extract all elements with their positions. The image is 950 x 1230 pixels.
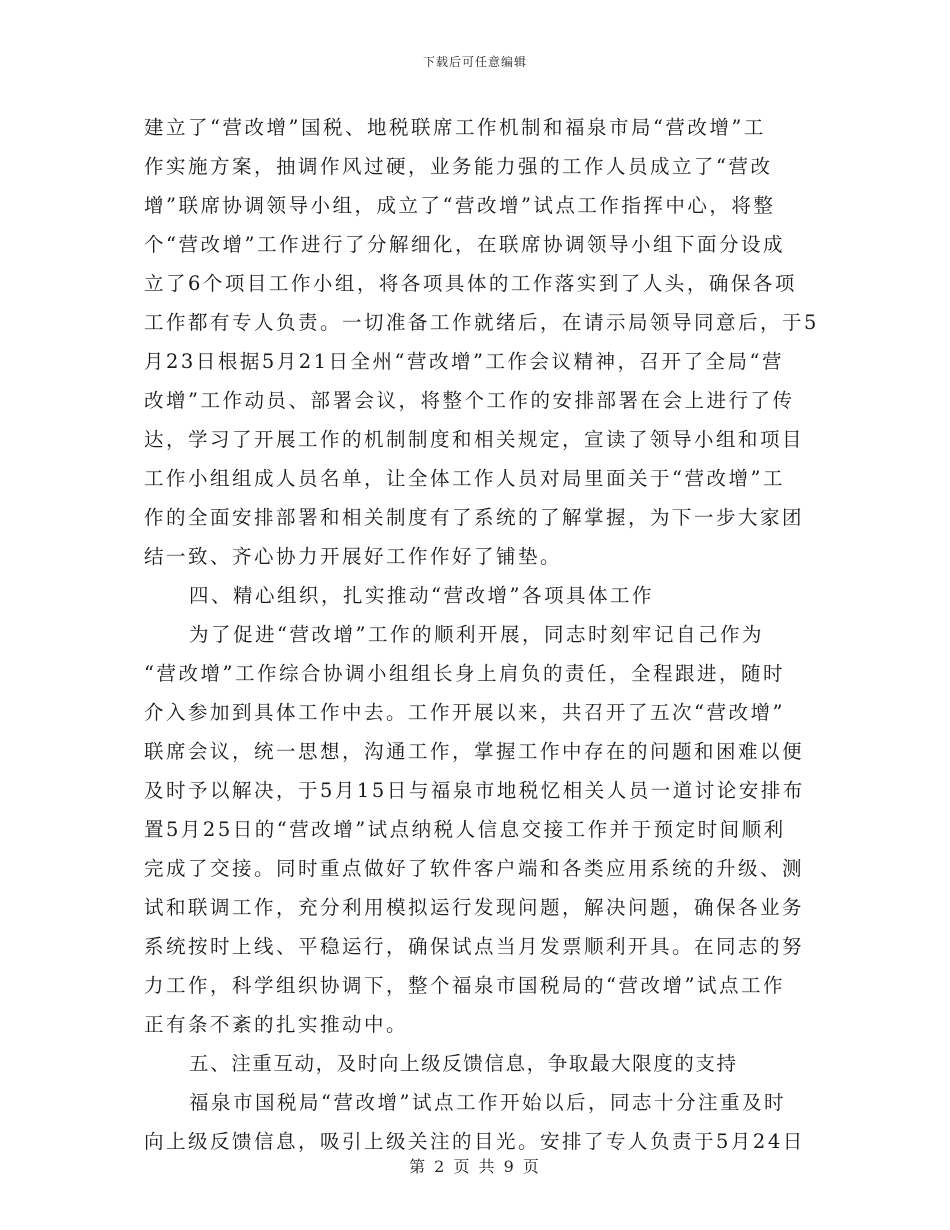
text-line: 介入参加到具体工作中去。工作开展以来，共召开了五次“营改增” (144, 701, 785, 724)
text-line: 及时予以解决，于5月15日与福泉市地税忆相关人员一道讨论安排布 (144, 779, 805, 802)
section-heading-4: 四、精心组织，扎实推动“营改增”各项具体工作 (189, 584, 654, 607)
text-line: 月23日根据5月21日全州“营改增”工作会议精神，召开了全局“营 (144, 350, 784, 373)
text-line: 改增”工作动员、部署会议，将整个工作的安排部署在会上进行了传 (144, 389, 795, 412)
text-line: 作的全面安排部署和相关制度有了系统的了解掌握，为下一步大家团 (144, 506, 805, 529)
text-line: 福泉市国税局“营改增”试点工作开始以后，同志十分注重及时 (189, 1091, 786, 1114)
text-line: 作实施方案，抽调作风过硬，业务能力强的工作人员成立了“营改 (144, 155, 773, 178)
text-line: 力工作，科学组织协调下，整个福泉市国税局的“营改增”试点工作 (144, 974, 785, 997)
text-line: 工作都有专人负责。一切准备工作就绪后，在请示局领导同意后，于5 (144, 311, 819, 334)
text-line: 达，学习了开展工作的机制制度和相关规定，宣读了领导小组和项目 (144, 428, 805, 451)
text-line: 增”联席协调领导小组，成立了“营改增”试点工作指挥中心，将整 (144, 194, 776, 217)
text-line: 建立了“营改增”国税、地税联席工作机制和福泉市局“营改增”工 (144, 116, 766, 139)
section-heading-5: 五、注重互动，及时向上级反馈信息，争取最大限度的支持 (189, 1052, 738, 1075)
paragraph-1 (144, 108, 819, 576)
text-line: 联席会议，统一思想，沟通工作，掌握工作中存在的问题和困难以便 (144, 740, 805, 763)
text-line: 置5月25日的“营改增”试点纳税人信息交接工作并于预定时间顺利 (144, 818, 786, 841)
document-body (144, 108, 819, 1161)
text-line: 立了6个项目工作小组，将各项具体的工作落实到了人头，确保各项 (144, 272, 797, 295)
text-line: 向上级反馈信息，吸引上级关注的目光。安排了专人负责于5月24日 (144, 1130, 805, 1153)
text-line: 工作小组组成人员名单，让全体工作人员对局里面关于“营改增”工 (144, 467, 785, 490)
page-footer: 第 2 页 共 9 页 (409, 1157, 541, 1176)
paragraph-3 (144, 1083, 809, 1161)
text-line: 试和联调工作，充分利用模拟运行发现问题，解决问题，确保各业务 (144, 896, 805, 919)
text-line: “营改增”工作综合协调小组组长身上肩负的责任，全程跟进，随时 (144, 662, 785, 685)
text-line: 结一致、齐心协力开展好工作作好了铺垫。 (144, 545, 563, 568)
text-line: 个“营改增”工作进行了分解细化，在联席协调领导小组下面分设成 (144, 233, 785, 256)
text-line: 系统按时上线、平稳运行，确保试点当月发票顺利开具。在同志的努 (144, 935, 805, 958)
paragraph-2 (144, 615, 809, 1044)
text-line: 为了促进“营改增”工作的顺利开展，同志时刻牢记自己作为 (189, 623, 764, 646)
text-line: 完成了交接。同时重点做好了软件客户端和各类应用系统的升级、测 (144, 857, 805, 880)
page-header: 下载后可任意编辑 (422, 55, 527, 69)
text-line: 正有条不紊的扎实推动中。 (144, 1013, 409, 1036)
